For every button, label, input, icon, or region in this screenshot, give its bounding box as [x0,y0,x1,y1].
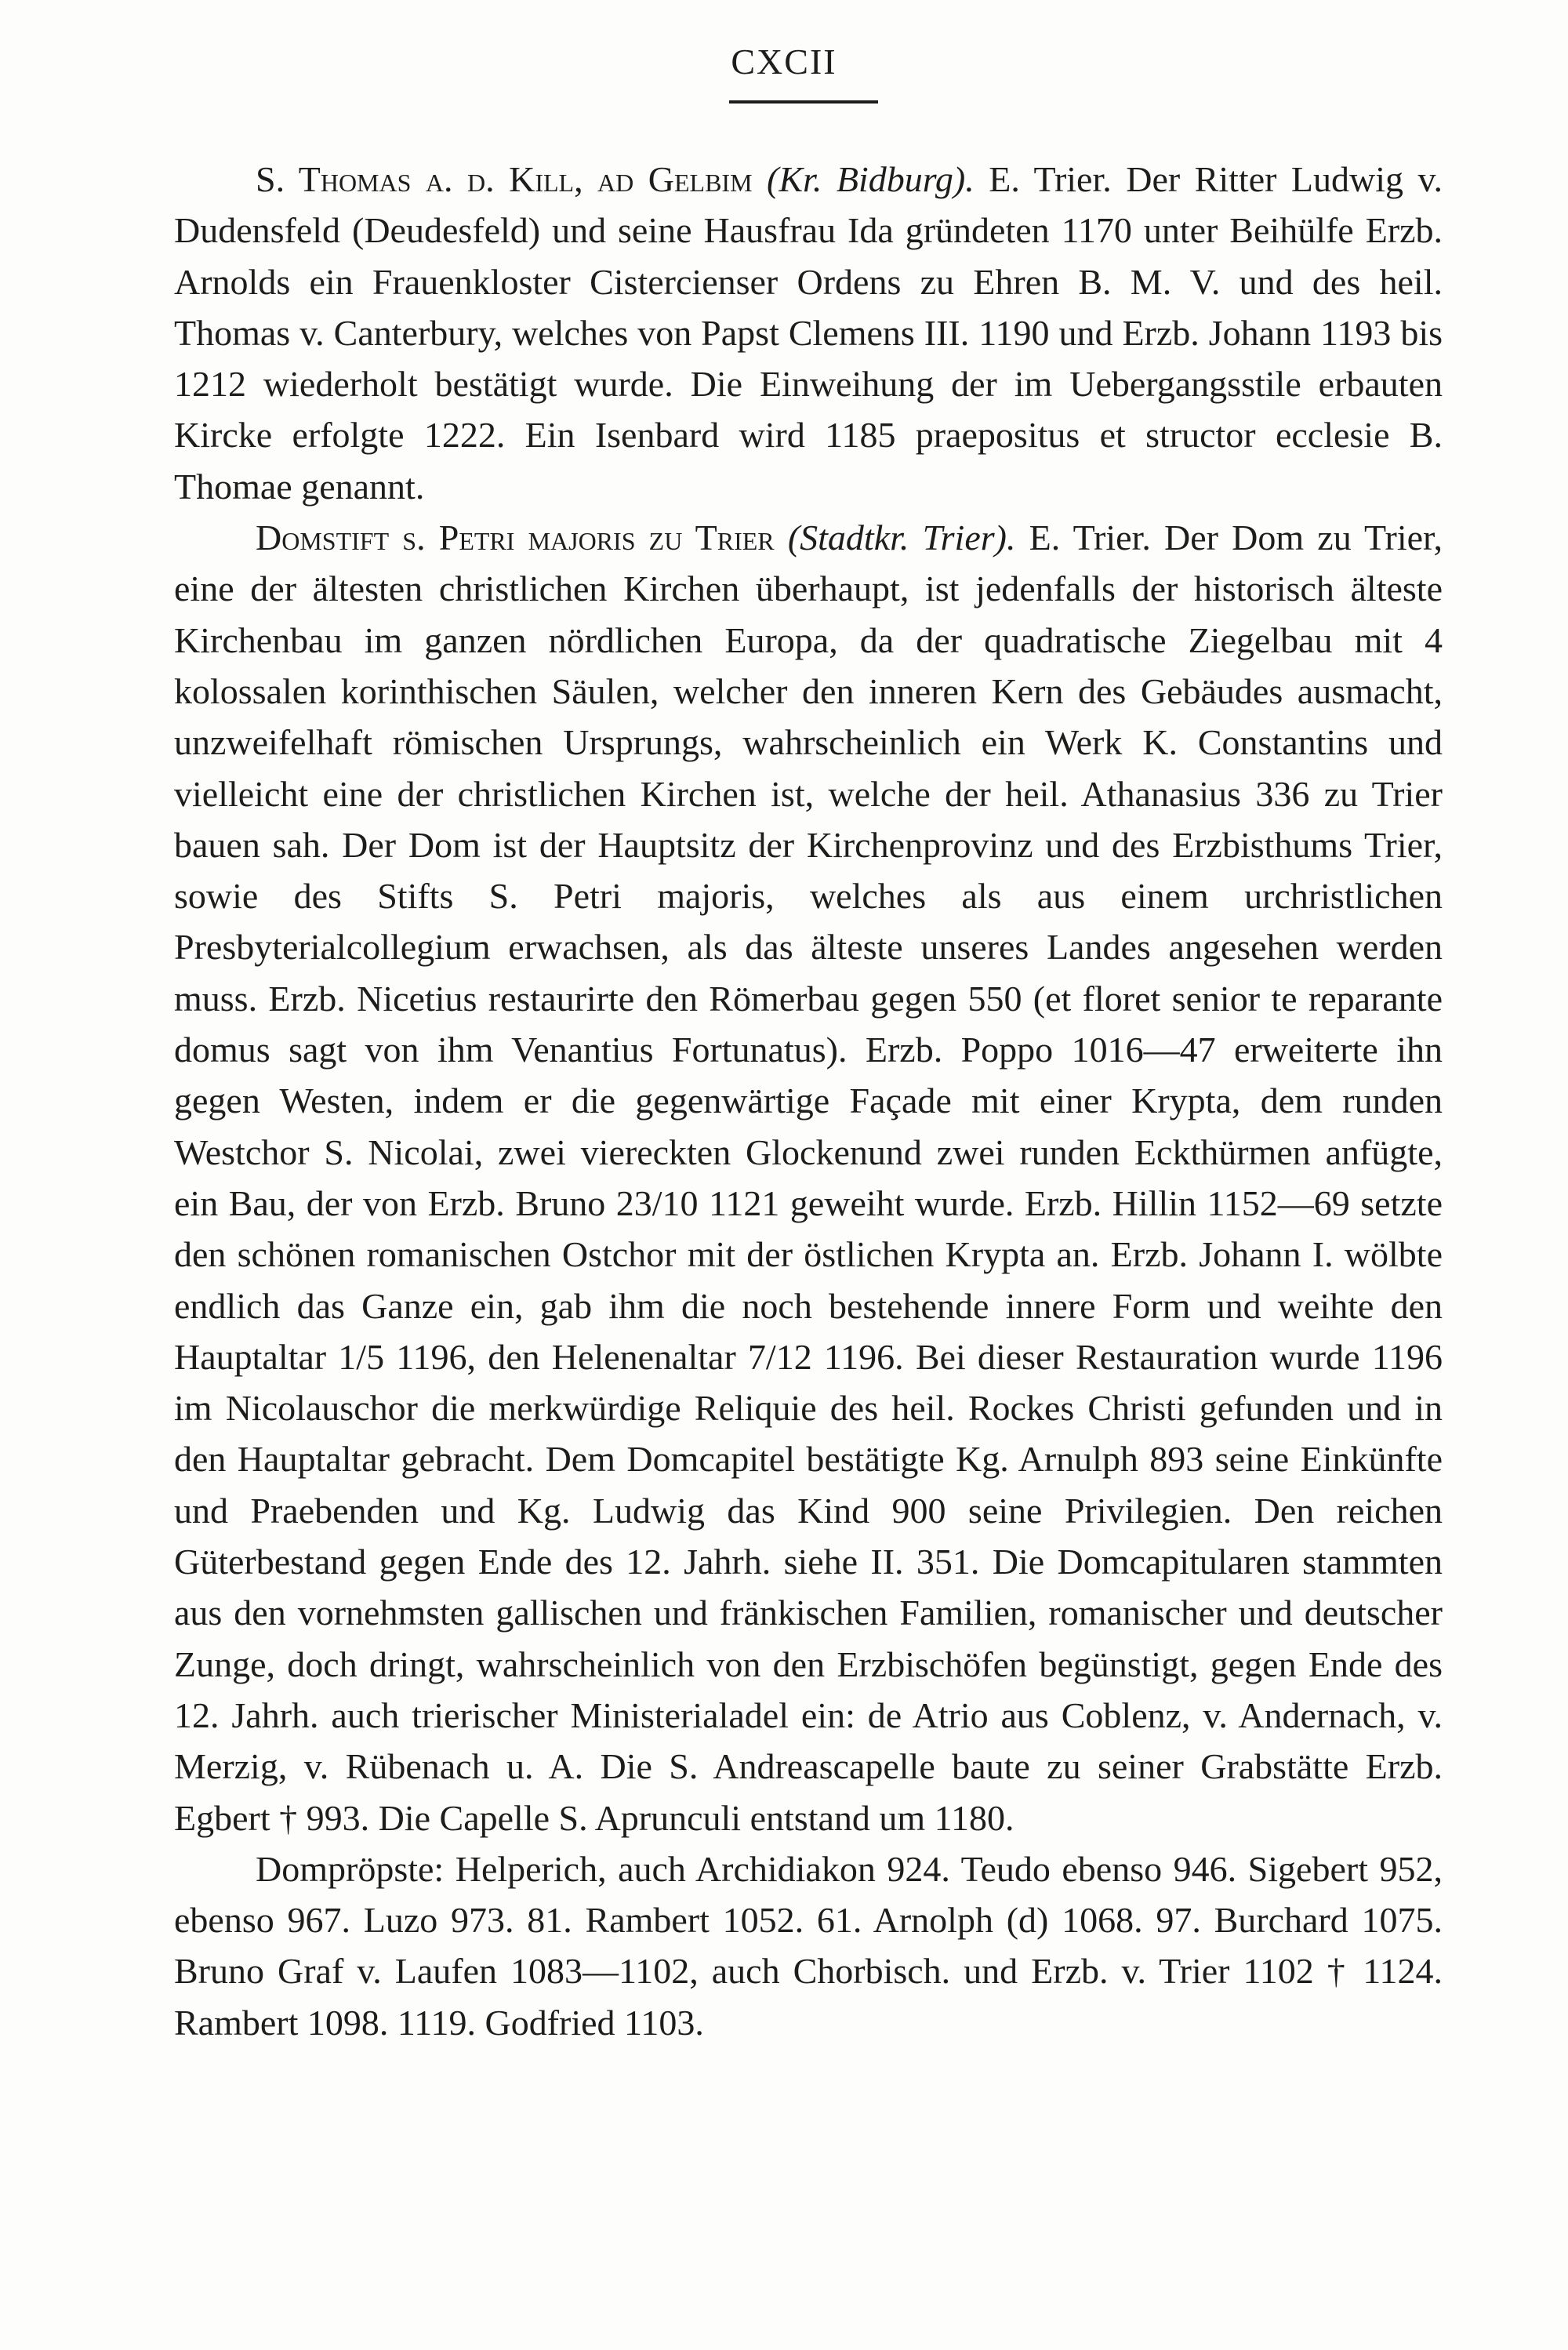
entry-heading: Domstift s. Petri majoris zu Trier [256,518,775,558]
page-number-rule [729,100,878,104]
entry-body: E. Trier. Der Dom zu Trier, eine der ältesten christlichen Kirchen überhaupt, ist jedenfalls der historisch älteste Kirchenbau im ganzen nördlichen Europa, da der quadratische Ziegelbau mit 4 kolossalen korinthischen Säulen, welcher den inneren Kern des Gebäudes ausmacht, unzweifelhaft römischen Ursprungs, wahrscheinlich ein Werk K. Constantins und vielleicht eine der christlichen Kirchen ist, welche der heil. Athanasius 336 zu Trier bauen sah. Der Dom ist der Hauptsitz der Kirchenprovinz und des Erzbisthums Trier, sowie des Stifts S. Petri majoris, welches als aus einem urchristlichen Presbyterialcollegium erwachsen, als das älteste unseres Landes angesehen werden muss. Erzb. Nicetius restaurirte den Römerbau gegen 550 (et floret senior te reparante domus sagt von ihm Venantius Fortunatus). Erzb. Poppo 1016—47 erweiterte ihn gegen Westen, indem er die gegenwärtige Façade mit einer Krypta, dem runden Westchor S. Nicolai, zwei viereckten Glockenund zwei runden Eckthürmen anfügte, ein Bau, der von Erzb. Bruno 23/10 1121 geweiht wurde. Erzb. Hillin 1152—69 setzte den schönen romanischen Ostchor mit der östlichen Krypta an. Erzb. Johann I. wölbte endlich das Ganze ein, gab ihm die noch bestehende innere Form und weihte den Hauptaltar 1/5 1196, den Helenenaltar 7/12 1196. Bei dieser Restauration wurde 1196 im Nicolauschor die merkwürdige Reliquie des heil. Rockes Christi gefunden und in den Hauptaltar gebracht. Dem Domcapitel bestätigte Kg. Arnulph 893 seine Einkünfte und Praebenden und Kg. Ludwig das Kind 900 seine Privilegien. Den reichen Güterbestand gegen Ende des 12. Jahrh. siehe II. 351. Die Domcapitularen stammten aus den vornehmsten gallischen und fränkischen Familien, romanischer und deutscher Zunge, doch dringt, wahrscheinlich von den Erzbischöfen begünstigt, gegen Ende des 12. Jahrh. auch trierischer Ministerialadel ein: de Atrio aus Coblenz, v. Andernach, v. Merzig, v. Rübenach u. A. Die S. Andreascapelle baute zu seiner Grabstätte Erzb. Egbert † 993. Die Capelle S. Aprunculi entstand um 1180. [174,518,1443,1838]
entry-body: E. Trier. Der Ritter Ludwig v. Dudensfeld (Deudesfeld) und seine Hausfrau Ida gründeten 1170 unter Beihülfe Erzb. Arnolds ein Frauenkloster Cistercienser Ordens zu Ehren B. M. V. und des heil. Thomas v. Canterbury, welches von Papst Clemens III. 1190 und Erzb. Johann 1193 bis 1212 wiederholt bestätigt wurde. Die Einweihung der im Uebergangsstile erbauten Kircke erfolgte 1222. Ein Isenbard wird 1185 praepositus et structor ecclesie B. Thomae genannt. [174,159,1443,507]
entry-domstift-trier [174,512,1443,1843]
entry-st-thomas [174,154,1443,512]
entry-location: (Kr. Bidburg). [767,159,975,199]
entry-location: (Stadtkr. Trier). [787,518,1016,558]
entry-body: Dompröpste: Helperich, auch Archidiakon 924. Teudo ebenso 946. Sigebert 952, ebenso 967. Luzo 973. 81. Rambert 1052. 61. Arnolph (d) 1068. 97. Burchard 1075. Bruno Graf v. Laufen 1083—1102, auch Chorbisch. und Erzb. v. Trier 1102 † 1124. Rambert 1098. 1119. Godfried 1103. [174,1848,1443,2043]
entry-heading: S. Thomas a. d. Kill, ad Gelbim [256,159,753,199]
page-number: CXCII [731,42,837,82]
text-body [174,154,1443,2048]
entry-dompropste [174,1843,1443,2048]
